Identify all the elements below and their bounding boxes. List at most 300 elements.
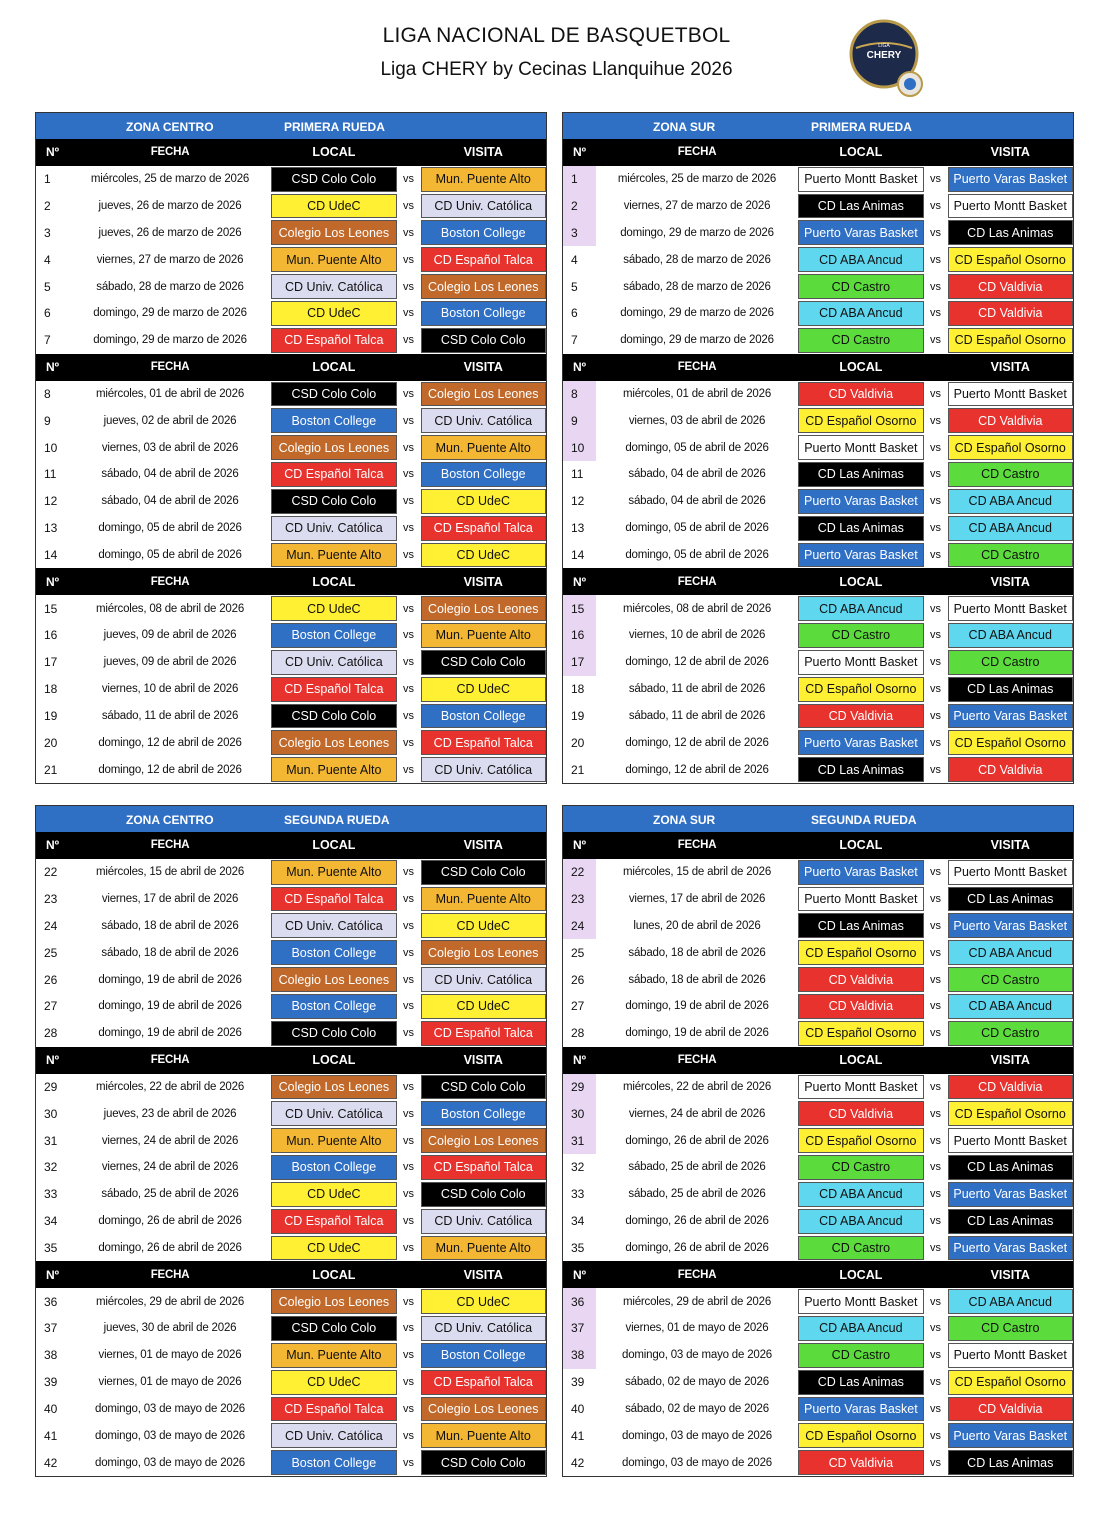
vs-label: vs [403, 1080, 415, 1093]
panel-centro-segunda [35, 805, 547, 1477]
match-date: domingo, 05 de abril de 2026 [98, 522, 242, 535]
match-number: 24 [563, 912, 596, 939]
vs-label: vs [930, 629, 942, 642]
col-header-num: Nº [573, 145, 587, 160]
visit-team: Boston College [421, 1343, 547, 1368]
col-header-visit: VISITA [463, 360, 503, 375]
visit-team: CD Castro [948, 1316, 1074, 1341]
match-number: 6 [44, 306, 51, 321]
vs-label: vs [403, 683, 415, 696]
match-date: domingo, 19 de abril de 2026 [98, 973, 242, 986]
vs-label: vs [930, 1376, 942, 1389]
match-row [36, 1020, 546, 1047]
round-label: SEGUNDA RUEDA [811, 813, 917, 827]
match-number: 34 [571, 1214, 585, 1229]
match-date: sábado, 28 de marzo de 2026 [623, 280, 771, 293]
match-date: jueves, 26 de marzo de 2026 [98, 226, 242, 239]
match-row [36, 1127, 546, 1154]
match-row [36, 300, 546, 327]
match-row [563, 542, 1073, 569]
col-header-local: LOCAL [839, 574, 883, 589]
local-team: CD Univ. Católica [271, 274, 397, 299]
match-number: 41 [44, 1428, 58, 1443]
visit-team: Puerto Varas Basket [948, 704, 1074, 729]
local-team: CD Castro [798, 1343, 924, 1368]
local-team: CSD Colo Colo [271, 167, 397, 192]
match-row [563, 1422, 1073, 1449]
match-row [563, 912, 1073, 939]
match-number: 18 [571, 682, 585, 697]
local-team: CD Valdivia [798, 704, 924, 729]
match-row [563, 1208, 1073, 1235]
local-team: Puerto Varas Basket [798, 1397, 924, 1422]
match-row [36, 703, 546, 730]
match-date: viernes, 03 de abril de 2026 [628, 414, 766, 427]
match-row [36, 859, 546, 886]
column-header-row [563, 1261, 1073, 1288]
col-header-date: FECHA [150, 575, 190, 588]
match-date: sábado, 04 de abril de 2026 [628, 468, 766, 481]
match-date: domingo, 29 de marzo de 2026 [93, 307, 247, 320]
match-number: 8 [563, 381, 596, 408]
local-team: CD Español Osorno [798, 1128, 924, 1153]
match-number: 10 [563, 434, 596, 461]
visit-team: CD Español Osorno [948, 1370, 1074, 1395]
visit-team: Puerto Varas Basket [948, 1182, 1074, 1207]
local-team: Puerto Varas Basket [798, 860, 924, 885]
match-date: sábado, 11 de abril de 2026 [628, 683, 766, 696]
visit-team: CD Univ. Católica [421, 1209, 547, 1234]
match-date: viernes, 24 de abril de 2026 [101, 1161, 239, 1174]
vs-label: vs [403, 441, 415, 454]
match-row [563, 993, 1073, 1020]
vs-label: vs [403, 973, 415, 986]
match-number: 3 [563, 219, 596, 246]
visit-team: Puerto Montt Basket [948, 382, 1074, 407]
vs-label: vs [403, 173, 415, 186]
match-date: domingo, 12 de abril de 2026 [625, 763, 769, 776]
match-row [36, 542, 546, 569]
col-header-num: Nº [573, 360, 587, 375]
match-date: domingo, 29 de marzo de 2026 [620, 307, 774, 320]
visit-team: Mun. Puente Alto [421, 623, 547, 648]
match-row [563, 381, 1073, 408]
match-row [563, 886, 1073, 913]
visit-team: CD Valdivia [948, 301, 1074, 326]
panel-sur-segunda [562, 805, 1074, 1477]
vs-label: vs [930, 522, 942, 535]
logo-text: CHERY [866, 50, 902, 61]
col-header-visit: VISITA [990, 838, 1030, 853]
col-header-visit: VISITA [990, 1267, 1030, 1282]
visit-team: CD ABA Ancud [948, 940, 1074, 965]
visit-team: CD Español Osorno [948, 1101, 1074, 1126]
match-row [563, 756, 1073, 783]
col-header-visit: VISITA [463, 574, 503, 589]
match-number: 28 [44, 1026, 58, 1041]
local-team: CD ABA Ancud [798, 1209, 924, 1234]
match-row [36, 434, 546, 461]
panel-sur-primera [562, 112, 1074, 784]
vs-label: vs [403, 1429, 415, 1442]
col-header-num: Nº [573, 1053, 587, 1068]
local-team: Colegio Los Leones [271, 967, 397, 992]
local-team: CD Las Animas [798, 913, 924, 938]
visit-team: Boston College [421, 220, 547, 245]
match-date: domingo, 03 de mayo de 2026 [622, 1456, 772, 1469]
visit-team: CD Castro [948, 650, 1074, 675]
local-team: CD Español Talca [271, 328, 397, 353]
vs-label: vs [930, 736, 942, 749]
visit-team: CSD Colo Colo [421, 1450, 547, 1475]
visit-team: CD Valdivia [948, 757, 1074, 782]
visit-team: CSD Colo Colo [421, 650, 547, 675]
visit-team: CD Las Animas [948, 1155, 1074, 1180]
local-team: CD Español Osorno [798, 940, 924, 965]
col-header-num: Nº [46, 145, 60, 160]
column-header-row [563, 354, 1073, 381]
local-team: CSD Colo Colo [271, 1316, 397, 1341]
match-date: miércoles, 01 de abril de 2026 [622, 387, 772, 400]
match-date: viernes, 10 de abril de 2026 [101, 683, 239, 696]
visit-team: CD Valdivia [948, 408, 1074, 433]
visit-team: Colegio Los Leones [421, 274, 547, 299]
vs-label: vs [403, 946, 415, 959]
match-number: 5 [44, 279, 51, 294]
visit-team: Puerto Montt Basket [948, 194, 1074, 219]
match-date: domingo, 03 de mayo de 2026 [95, 1456, 245, 1469]
local-team: CD ABA Ancud [798, 247, 924, 272]
local-team: CD Castro [798, 274, 924, 299]
match-number: 12 [44, 494, 58, 509]
vs-label: vs [930, 441, 942, 454]
match-date: sábado, 18 de abril de 2026 [628, 973, 766, 986]
match-date: jueves, 02 de abril de 2026 [103, 414, 237, 427]
column-header-row [36, 139, 546, 166]
visit-team: CD Español Osorno [948, 247, 1074, 272]
match-date: domingo, 29 de marzo de 2026 [620, 226, 774, 239]
vs-label: vs [403, 629, 415, 642]
match-date: viernes, 10 de abril de 2026 [628, 629, 766, 642]
local-team: CD Valdivia [798, 382, 924, 407]
local-team: CD Español Talca [271, 887, 397, 912]
match-row [36, 515, 546, 542]
local-team: CD Español Talca [271, 462, 397, 487]
match-number: 2 [563, 193, 596, 220]
local-team: CD Castro [798, 623, 924, 648]
match-number: 36 [44, 1294, 58, 1309]
visit-team: Mun. Puente Alto [421, 1236, 547, 1261]
match-row [563, 1235, 1073, 1262]
match-number: 34 [44, 1214, 58, 1229]
match-number: 27 [44, 999, 58, 1014]
local-team: CSD Colo Colo [271, 1021, 397, 1046]
match-number: 25 [571, 945, 585, 960]
match-number: 5 [571, 279, 578, 294]
match-date: sábado, 25 de abril de 2026 [628, 1161, 766, 1174]
visit-team: CD UdeC [421, 543, 547, 568]
match-row [36, 1154, 546, 1181]
match-date: viernes, 01 de mayo de 2026 [625, 1322, 769, 1335]
vs-label: vs [930, 253, 942, 266]
match-number: 26 [44, 972, 58, 987]
visit-team: CD Español Osorno [948, 730, 1074, 755]
match-number: 24 [44, 918, 58, 933]
visit-team: Puerto Varas Basket [948, 1423, 1074, 1448]
match-number: 21 [44, 762, 58, 777]
vs-label: vs [930, 973, 942, 986]
match-row [36, 381, 546, 408]
visit-team: Colegio Los Leones [421, 940, 547, 965]
match-number: 16 [563, 622, 596, 649]
local-team: CD Las Animas [798, 757, 924, 782]
match-number: 4 [44, 252, 51, 267]
col-header-date: FECHA [150, 1268, 190, 1281]
match-number: 3 [44, 225, 51, 240]
match-number: 37 [563, 1315, 596, 1342]
match-date: sábado, 25 de abril de 2026 [628, 1188, 766, 1201]
col-header-num: Nº [573, 838, 587, 853]
match-number: 31 [563, 1127, 596, 1154]
local-team: CD Univ. Católica [271, 1101, 397, 1126]
visit-team: Colegio Los Leones [421, 1128, 547, 1153]
col-header-visit: VISITA [990, 574, 1030, 589]
vs-label: vs [930, 1429, 942, 1442]
match-date: domingo, 12 de abril de 2026 [625, 656, 769, 669]
local-team: CD Castro [798, 328, 924, 353]
col-header-local: LOCAL [839, 360, 883, 375]
col-header-date: FECHA [677, 575, 717, 588]
local-team: CD Valdivia [798, 967, 924, 992]
match-number: 13 [571, 521, 585, 536]
match-date: viernes, 27 de marzo de 2026 [623, 200, 771, 213]
match-row [563, 1369, 1073, 1396]
match-row [563, 1074, 1073, 1101]
match-number: 42 [44, 1455, 58, 1470]
col-header-local: LOCAL [839, 838, 883, 853]
panel-header [36, 806, 546, 832]
match-date: miércoles, 08 de abril de 2026 [622, 602, 772, 615]
match-row [36, 1208, 546, 1235]
match-date: miércoles, 22 de abril de 2026 [622, 1080, 772, 1093]
vs-label: vs [403, 1027, 415, 1040]
local-team: Boston College [271, 1450, 397, 1475]
col-header-date: FECHA [677, 361, 717, 374]
match-row [563, 1181, 1073, 1208]
vs-label: vs [403, 1107, 415, 1120]
column-header-row [563, 1047, 1073, 1074]
visit-team: CD Español Osorno [948, 328, 1074, 353]
column-header-row [36, 354, 546, 381]
col-header-visit: VISITA [990, 360, 1030, 375]
match-date: jueves, 23 de abril de 2026 [103, 1107, 237, 1120]
match-date: domingo, 03 de mayo de 2026 [95, 1403, 245, 1415]
match-number: 30 [563, 1100, 596, 1127]
vs-label: vs [930, 1349, 942, 1362]
local-team: CD ABA Ancud [798, 301, 924, 326]
match-number: 6 [571, 306, 578, 321]
vs-label: vs [930, 710, 942, 722]
vs-label: vs [403, 1000, 415, 1013]
match-number: 31 [44, 1133, 58, 1148]
match-row [563, 703, 1073, 730]
col-header-local: LOCAL [839, 1267, 883, 1282]
visit-team: CD Español Osorno [948, 435, 1074, 460]
match-row [36, 193, 546, 220]
match-row [563, 966, 1073, 993]
match-row [36, 407, 546, 434]
match-number: 1 [563, 166, 596, 193]
vs-label: vs [930, 468, 942, 481]
col-header-local: LOCAL [312, 838, 356, 853]
match-row [563, 676, 1073, 703]
liga-chery-logo [848, 18, 930, 100]
match-row [36, 1100, 546, 1127]
local-team: CD UdeC [271, 1236, 397, 1261]
match-row [563, 273, 1073, 300]
match-date: domingo, 29 de marzo de 2026 [93, 334, 247, 347]
match-date: domingo, 29 de marzo de 2026 [620, 334, 774, 347]
match-date: miércoles, 08 de abril de 2026 [95, 602, 245, 615]
col-header-visit: VISITA [990, 145, 1030, 160]
visit-team: Boston College [421, 462, 547, 487]
match-number: 33 [44, 1187, 58, 1202]
col-header-num: Nº [573, 1267, 587, 1282]
match-date: viernes, 01 de mayo de 2026 [98, 1376, 242, 1389]
col-header-date: FECHA [150, 839, 190, 852]
visit-team: CD Univ. Católica [421, 408, 547, 433]
local-team: CD ABA Ancud [798, 1316, 924, 1341]
col-header-visit: VISITA [463, 145, 503, 160]
local-team: CD UdeC [271, 194, 397, 219]
match-row [36, 1288, 546, 1315]
vs-label: vs [930, 1161, 942, 1174]
match-date: domingo, 03 de mayo de 2026 [622, 1429, 772, 1442]
match-number: 27 [571, 999, 585, 1014]
match-row [563, 488, 1073, 515]
match-row [36, 488, 546, 515]
vs-label: vs [403, 1456, 415, 1469]
local-team: Puerto Montt Basket [798, 1289, 924, 1314]
col-header-local: LOCAL [312, 574, 356, 589]
local-team: Boston College [271, 994, 397, 1019]
col-header-local: LOCAL [312, 1053, 356, 1068]
visit-team: CD ABA Ancud [948, 623, 1074, 648]
vs-label: vs [403, 1322, 415, 1335]
match-number: 2 [44, 199, 51, 214]
vs-label: vs [403, 307, 415, 320]
column-header-row [36, 568, 546, 595]
match-number: 35 [571, 1240, 585, 1255]
match-number: 7 [571, 333, 578, 348]
match-row [563, 193, 1073, 220]
match-row [36, 1369, 546, 1396]
panel-header [36, 113, 546, 139]
match-row [563, 649, 1073, 676]
match-number: 20 [44, 735, 58, 750]
match-row [563, 300, 1073, 327]
match-number: 32 [44, 1160, 58, 1175]
match-number: 21 [571, 762, 585, 777]
local-team: Colegio Los Leones [271, 730, 397, 755]
match-number: 9 [44, 413, 51, 428]
visit-team: CD Valdivia [948, 1397, 1074, 1422]
visit-team: CD UdeC [421, 994, 547, 1019]
vs-label: vs [930, 1134, 942, 1147]
match-date: miércoles, 29 de abril de 2026 [95, 1295, 245, 1308]
visit-team: CD Univ. Católica [421, 967, 547, 992]
match-date: domingo, 26 de abril de 2026 [625, 1241, 769, 1254]
match-date: sábado, 28 de marzo de 2026 [623, 253, 771, 266]
match-date: domingo, 19 de abril de 2026 [625, 1000, 769, 1013]
match-number: 35 [44, 1240, 58, 1255]
match-row [563, 327, 1073, 354]
vs-label: vs [930, 414, 942, 427]
local-team: Mun. Puente Alto [271, 860, 397, 885]
match-row [36, 649, 546, 676]
vs-label: vs [930, 1403, 942, 1415]
match-date: domingo, 03 de mayo de 2026 [622, 1349, 772, 1362]
match-number: 38 [563, 1342, 596, 1369]
match-row [563, 622, 1073, 649]
visit-team: Mun. Puente Alto [421, 1423, 547, 1448]
vs-label: vs [930, 602, 942, 615]
local-team: Colegio Los Leones [271, 435, 397, 460]
match-date: miércoles, 25 de marzo de 2026 [617, 173, 777, 186]
match-date: sábado, 04 de abril de 2026 [101, 495, 239, 508]
local-team: Mun. Puente Alto [271, 247, 397, 272]
visit-team: Mun. Puente Alto [421, 167, 547, 192]
vs-label: vs [930, 226, 942, 239]
vs-label: vs [930, 307, 942, 320]
match-date: sábado, 25 de abril de 2026 [101, 1188, 239, 1201]
match-number: 11 [571, 467, 584, 482]
match-date: domingo, 05 de abril de 2026 [98, 548, 242, 561]
round-label: SEGUNDA RUEDA [284, 813, 390, 827]
logo-small-text: LIGA [878, 43, 890, 49]
visit-team: Puerto Montt Basket [948, 860, 1074, 885]
match-row [36, 1396, 546, 1423]
page-title: LIGA NACIONAL DE BASQUETBOL [382, 24, 731, 47]
match-row [563, 1342, 1073, 1369]
match-date: viernes, 24 de abril de 2026 [628, 1107, 766, 1120]
col-header-num: Nº [46, 838, 60, 853]
visit-team: Colegio Los Leones [421, 382, 547, 407]
vs-label: vs [403, 1134, 415, 1147]
match-number: 12 [571, 494, 585, 509]
match-date: domingo, 19 de abril de 2026 [98, 1000, 242, 1013]
match-row [563, 515, 1073, 542]
match-row [563, 729, 1073, 756]
visit-team: CD Castro [948, 967, 1074, 992]
panel-header [563, 806, 1073, 832]
match-row [563, 595, 1073, 622]
vs-label: vs [930, 866, 942, 879]
visit-team: Mun. Puente Alto [421, 435, 547, 460]
visit-team: CD Español Talca [421, 247, 547, 272]
match-row [36, 219, 546, 246]
match-row [36, 166, 546, 193]
local-team: CD Univ. Católica [271, 913, 397, 938]
match-row [36, 327, 546, 354]
visit-team: CD Español Talca [421, 1155, 547, 1180]
zone-label: ZONA CENTRO [126, 813, 214, 827]
col-header-local: LOCAL [312, 145, 356, 160]
local-team: Boston College [271, 940, 397, 965]
match-number: 16 [44, 628, 58, 643]
match-number: 14 [44, 547, 58, 562]
match-number: 18 [44, 682, 58, 697]
